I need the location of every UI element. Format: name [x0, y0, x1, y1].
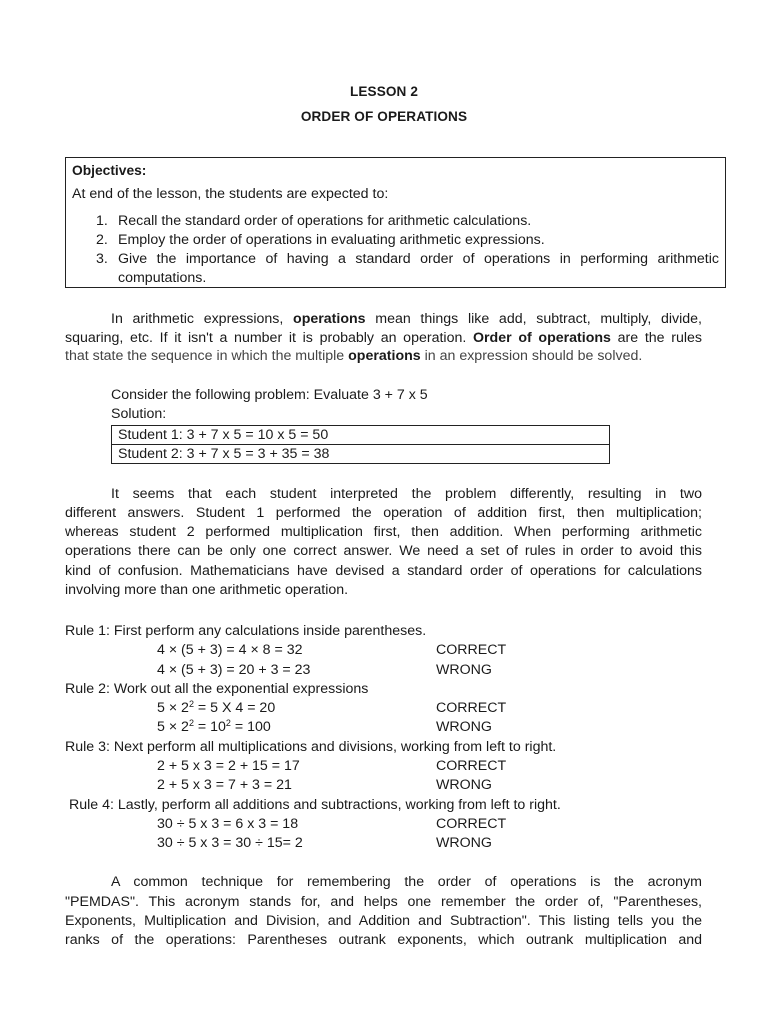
- intro-line-1: In arithmetic expressions, operations mean things like add, subtract, multiply, divide,: [111, 311, 702, 327]
- objective-number: 1.: [96, 213, 108, 229]
- objectives-box: [65, 157, 726, 288]
- objective-text-continued: computations.: [118, 270, 207, 286]
- lesson-number: LESSON 2: [349, 84, 419, 99]
- explanation-line: involving more than one arithmetic operation.: [65, 582, 349, 598]
- lesson-title: ORDER OF OPERATIONS: [300, 109, 468, 124]
- pemdas-line: A common technique for remembering the order of operations is the acronym: [111, 874, 702, 890]
- explanation-line: whereas student 2 performed multiplication first, then addition. When performing arithmetic: [65, 524, 702, 540]
- objective-text: Give the importance of having a standard order of operations in performing arithmetic: [118, 251, 719, 267]
- rule-3: Rule 3: Next perform all multiplications and divisions, working from left to right.: [65, 739, 557, 755]
- rule-2-example-2: $5 \times 2^2 = 10^2 = 100$: [157, 718, 271, 735]
- explanation-line: It seems that each student interpreted the problem differently, resulting in two: [111, 486, 702, 502]
- rule-3-example-1: 2 + 5 x 3 = 2 + 15 = 17: [157, 758, 300, 774]
- student2-solution: [111, 444, 610, 464]
- student2-text: Student 2: 3 + 7 x 5 = 3 + 35 = 38: [118, 446, 330, 462]
- rule-4-example-1: 30 ÷ 5 x 3 = 6 x 3 = 18: [157, 816, 299, 832]
- student1-solution: [111, 425, 610, 445]
- objective-number: 2.: [96, 232, 108, 248]
- rule-1-example-2: 4 × (5 + 3) = 20 + 3 = 23: [157, 662, 311, 678]
- rule-3-example-1-verdict: CORRECT: [436, 758, 507, 774]
- rule-2-example-1-verdict: CORRECT: [436, 700, 507, 716]
- pemdas-line: "PEMDAS". This acronym stands for, and helps one remember the order of, "Parentheses,: [65, 894, 702, 910]
- objective-number: 3.: [96, 251, 108, 267]
- rule-1-example-2-verdict: WRONG: [436, 662, 492, 678]
- rule-1: Rule 1: First perform any calculations inside parentheses.: [65, 623, 427, 639]
- explanation-line: kind of confusion. Mathematicians have devised a standard order of operations for calculations: [65, 563, 702, 579]
- objective-text: Employ the order of operations in evaluating arithmetic expressions.: [118, 232, 545, 248]
- explanation-line: operations there can be only one correct answer. We need a set of rules in order to avoid this: [65, 543, 702, 559]
- intro-line-2: squaring, etc. If it isn't a number it is probably an operation. Order of operations are the rules: [65, 330, 703, 346]
- student1-text: Student 1: 3 + 7 x 5 = 10 x 5 = 50: [118, 427, 329, 443]
- objectives-intro: At end of the lesson, the students are expected to:: [72, 186, 389, 202]
- pemdas-line: Exponents, Multiplication and Division, and Addition and Subtraction". This listing tells you the: [65, 913, 702, 929]
- problem-statement: Consider the following problem: Evaluate 3 + 7 x 5: [111, 387, 428, 403]
- objectives-label: Objectives:: [72, 163, 147, 178]
- intro-line-3: that state the sequence in which the multiple operations in an expression should be solved.: [65, 348, 643, 364]
- pemdas-line: ranks of the operations: Parentheses outrank exponents, which outrank multiplication and: [65, 932, 702, 948]
- objective-text: Recall the standard order of operations for arithmetic calculations.: [118, 213, 532, 229]
- rule-4-example-1-verdict: CORRECT: [436, 816, 507, 832]
- rule-1-example-1-verdict: CORRECT: [436, 642, 507, 658]
- rule-2-example-1: $5 \times 2^2 = 5$ X 4 = 20: [157, 699, 276, 716]
- rule-1-example-1: 4 × (5 + 3) = 4 × 8 = 32: [157, 642, 303, 658]
- rule-4: Rule 4: Lastly, perform all additions and subtractions, working from left to right.: [69, 797, 561, 813]
- explanation-line: different answers. Student 1 performed the operation of addition first, then multiplication;: [65, 505, 702, 521]
- rule-4-example-2: 30 ÷ 5 x 3 = 30 ÷ 15= 2: [157, 835, 303, 851]
- rule-2: Rule 2: Work out all the exponential expressions: [65, 681, 369, 697]
- rule-4-example-2-verdict: WRONG: [436, 835, 492, 851]
- solution-label: Solution:: [111, 406, 167, 422]
- rule-3-example-2: 2 + 5 x 3 = 7 + 3 = 21: [157, 777, 292, 793]
- rule-3-example-2-verdict: WRONG: [436, 777, 492, 793]
- rule-2-example-2-verdict: WRONG: [436, 719, 492, 735]
